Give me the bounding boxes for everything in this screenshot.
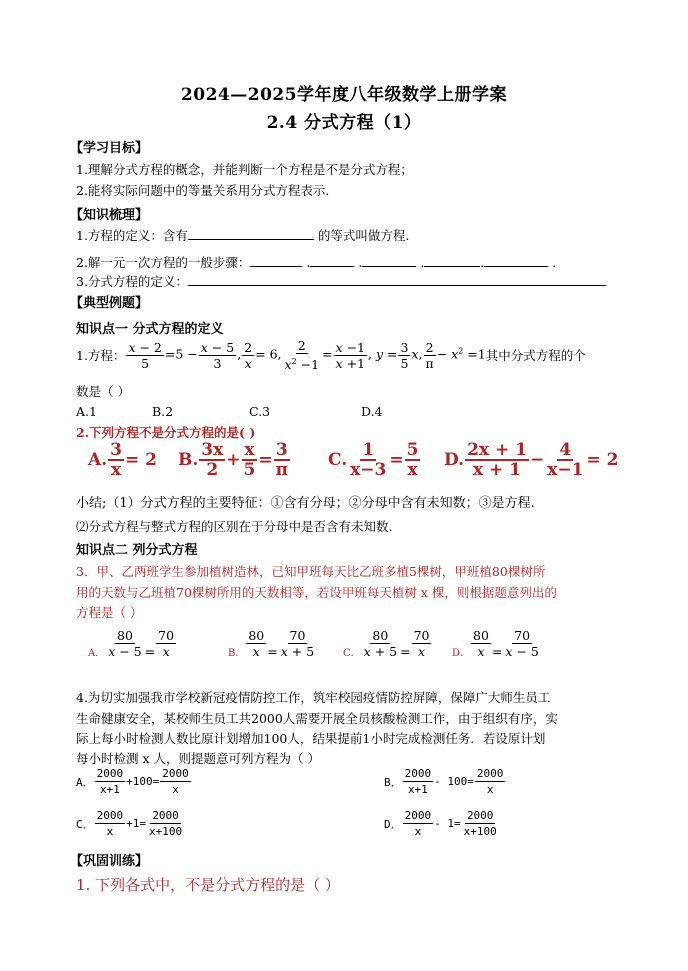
knowledge-point-2: 知识点二 列分式方程 — [76, 543, 198, 558]
example-1-line2: 数是（ ） — [76, 384, 130, 399]
practice-q1: 1. 下列各式中，不是分式方程的是（ ） — [76, 876, 340, 894]
option-c[interactable]: C.3 — [249, 404, 271, 419]
answer-blank[interactable] — [484, 254, 548, 267]
example-4-line-4: 每小时检测 x 人，则提题意可列方程为（ ） — [76, 751, 320, 766]
practice-heading: 【巩固训练】 — [70, 854, 149, 869]
example-4-option-b[interactable]: B． $\frac{2000}{x+1}$ - 100= $\frac{2000}{x}$ — [384, 767, 504, 796]
review-q1-prefix: 1.方程的定义：含有 — [76, 228, 188, 243]
review-q1-suffix: 的等式叫做方程. — [317, 228, 410, 243]
example-1-prefix: 1.方程： — [76, 348, 126, 364]
option-d[interactable]: D． $\frac{80}{x}$ = $\frac{70}{x - 5}$ — [452, 628, 539, 659]
review-q3 — [76, 272, 606, 290]
knowledge-point-1: 知识点一 分式方程的定义 — [76, 322, 224, 337]
example-4-option-d[interactable]: D． $\frac{2000}{x}$ - 1= $\frac{2000}{x+100}$ — [384, 809, 497, 838]
review-q2: 2.解一元一次方程的一般步骤： . . . . . — [76, 255, 557, 270]
goals-heading: 【学习目标】 — [70, 141, 149, 156]
option-b[interactable]: B.2 — [152, 404, 174, 419]
examples-heading: 【典型例题】 — [70, 296, 149, 311]
example-1-tail: 其中分式方程的个 — [485, 348, 586, 364]
page-title: 2024—2025学年度八年级数学上册学案 — [180, 85, 508, 105]
answer-blank[interactable] — [188, 273, 606, 286]
review-q1 — [76, 226, 409, 244]
example-4-option-c[interactable]: C． $\frac{2000}{x}$ +1= $\frac{2000}{x+100}$ — [76, 809, 183, 838]
option-d[interactable]: D.4 — [361, 404, 383, 419]
example-2-options — [88, 441, 648, 485]
answer-blank[interactable] — [424, 254, 480, 267]
option-c[interactable]: C． $\frac{80}{x + 5}$ = $\frac{70}{x}$ — [343, 628, 430, 659]
option-b[interactable]: B． $\frac{80}{x}$ = $\frac{70}{x + 5}$ — [228, 628, 315, 659]
answer-blank[interactable] — [188, 227, 314, 240]
option-d[interactable]: D. $\frac{2x + 1}{x + 1}$ − $\frac{4}{x-1}$ = 2 — [444, 440, 619, 480]
summary-2: ⑵分式方程与整式方程的区别在于分母中是否含有未知数. — [76, 519, 393, 534]
goal-item-1: 1.理解分式方程的概念，并能判断一个方程是不是分式方程； — [76, 162, 413, 177]
review-heading: 【知识梳理】 — [70, 208, 149, 223]
example-3-line-2: 用的天数与乙班植70棵树所用的天数相等，若设甲班每天植树 x 棵，则根据题意列出的 — [76, 585, 557, 600]
example-2-stem: 2.下列方程不是分式方程的是( ) — [76, 425, 256, 440]
summary-1: 小结;（1）分式方程的主要特征：①含有分母；②分母中含有未知数；③是方程. — [76, 496, 535, 511]
review-q3-prefix: 3.分式方程的定义： — [76, 274, 188, 289]
example-4-line-1: 4.为切实加强我市学校新冠疫情防控工作，筑牢校园疫情防控屏障，保障广大师生员工 — [76, 690, 551, 705]
answer-blank[interactable] — [362, 254, 416, 267]
option-a[interactable]: A.1 — [76, 404, 97, 419]
option-c[interactable]: C. $\frac{1}{x-3}$ = $\frac{5}{x}$ — [328, 440, 419, 480]
equation-1: $\frac{x - 2}{5}$ =5 − $\frac{x - 5}{3}$ , $\frac{2}{x}$ = 6, $\frac{2}{x^2 -1}$ = $\frac{x -1}{x +1}$ , y = $\frac{3}{5}$ x, $\frac{2}{\pi}$ − $x^2 =1$ — [128, 338, 486, 373]
example-3-line-1: 3．甲、乙两班学生参加植树造林，已知甲班每天比乙班多植5棵树，甲班植80棵树所 — [76, 564, 546, 579]
option-a[interactable]: A． $\frac{80}{x - 5}$ = $\frac{70}{x}$ — [88, 628, 175, 659]
example-4-line-3: 际上每小时检测人数比原计划增加100人，结果提前1小时完成检测任务．若设原计划 — [76, 731, 546, 746]
example-1 — [76, 338, 586, 372]
example-3-line-3: 方程是（ ） — [76, 605, 143, 620]
page-subtitle: 2.4 分式方程（1） — [266, 113, 422, 133]
example-3-options — [88, 628, 648, 672]
answer-blank[interactable] — [250, 254, 302, 267]
goal-item-2: 2.能将实际问题中的等量关系用分式方程表示. — [76, 183, 330, 198]
example-4-option-a[interactable]: A． $\frac{2000}{x+1}$ +100= $\frac{2000}{x}$ — [76, 767, 189, 796]
example-4-line-2: 生命健康安全，某校师生员工共2000人需要开展全员核酸检测工作，由于组织有序，实 — [76, 711, 558, 726]
answer-blank[interactable] — [310, 254, 354, 267]
option-a[interactable]: A. $\frac{3}{x}$ = 2 — [88, 440, 157, 480]
option-b[interactable]: B. $\frac{3x}{2}$ + $\frac{x}{5}$ = $\frac{3}{\pi}$ — [178, 440, 289, 480]
review-q2-prefix: 2.解一元一次方程的一般步骤： — [76, 255, 251, 270]
